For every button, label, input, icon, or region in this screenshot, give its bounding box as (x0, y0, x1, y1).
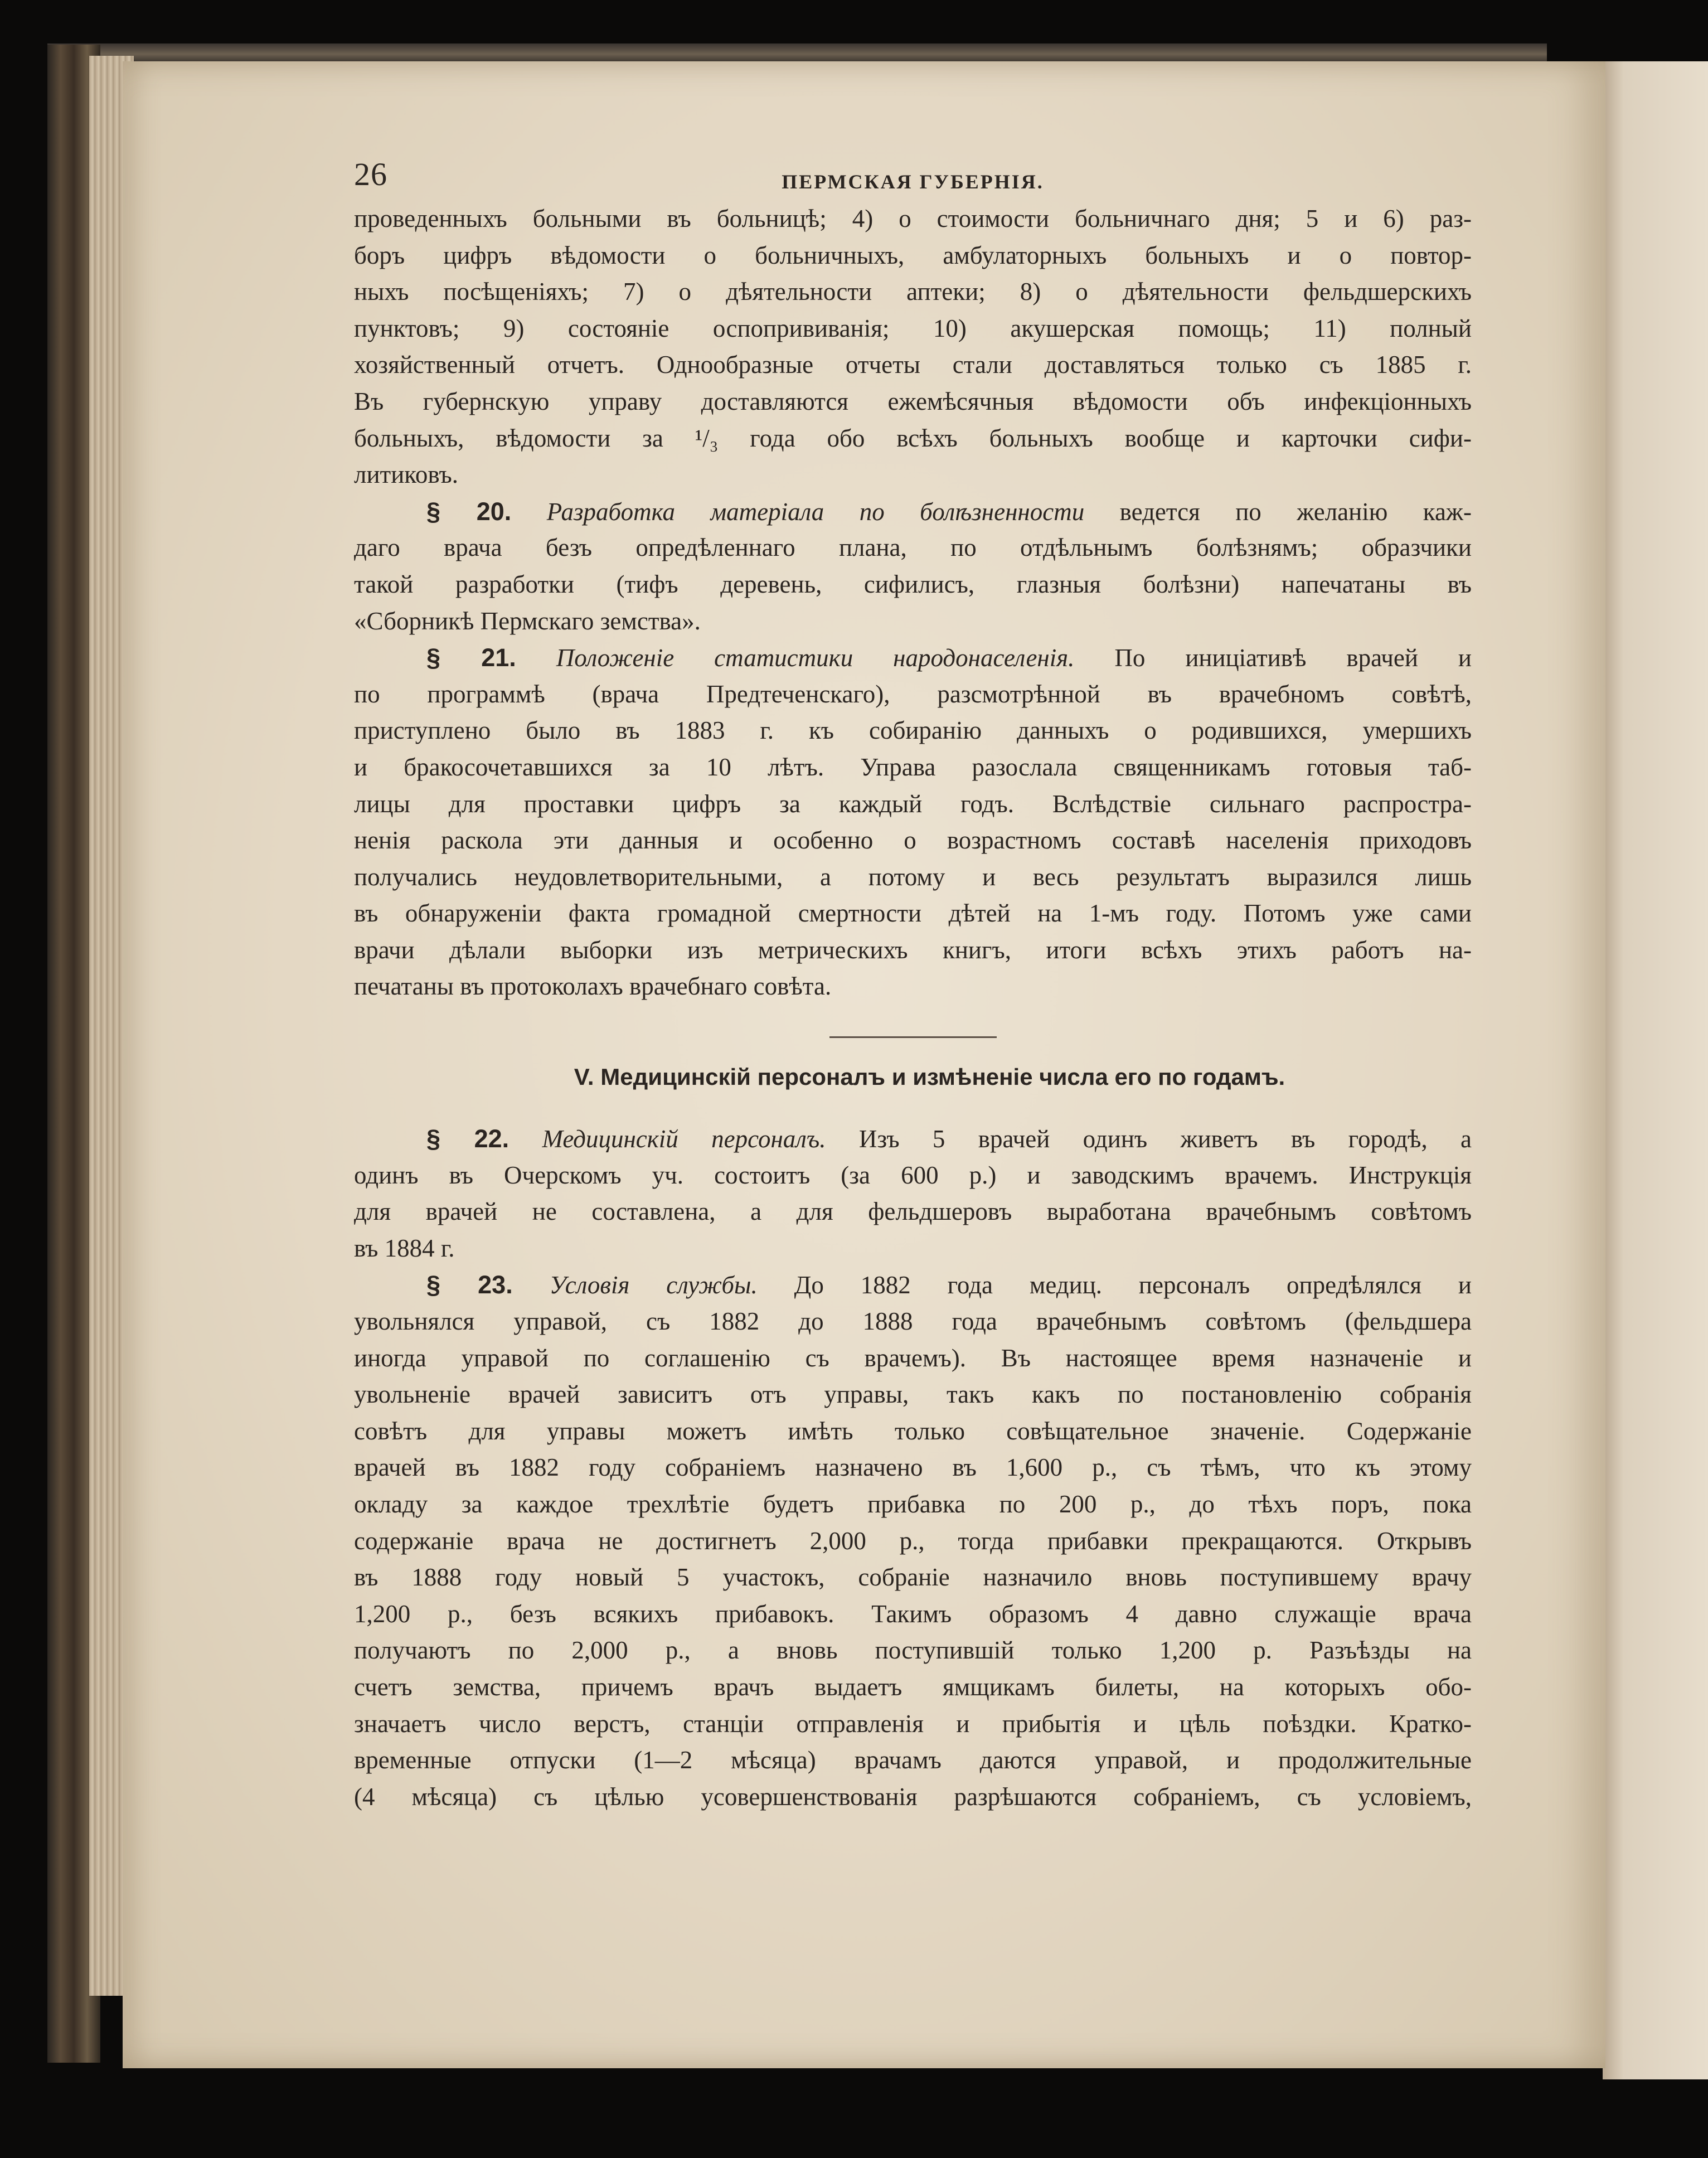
section-number: § 21. (426, 643, 516, 672)
paragraph-23 (354, 1267, 1472, 1815)
text-line: получаютъ по 2,000 р., а вновь поступившій только 1,200 р. Разъѣзды на (354, 1636, 1472, 1665)
section-lead-text: По иниціативѣ врачей и (1114, 644, 1472, 672)
text-line: значаетъ число верстъ, станціи отправленія и прибытія и цѣль поѣздки. Кратко- (354, 1709, 1472, 1738)
text-line: боръ цифръ вѣдомости о больничныхъ, амбулаторныхъ больныхъ и о повтор- (354, 241, 1472, 269)
text-line: въ 1884 г. (354, 1234, 455, 1262)
section-number: § 23. (426, 1270, 513, 1299)
section-number: § 20. (426, 497, 512, 526)
text-line: ненія раскола эти данныя и особенно о возрастномъ составѣ населенія приходовъ (354, 826, 1472, 855)
running-head: ПЕРМСКАЯ ГУБЕРНІЯ. (782, 171, 1044, 193)
text-line: и бракосочетавшихся за 10 лѣтъ. Управа разослала священникамъ готовыя таб- (354, 753, 1472, 781)
text-line: содержаніе врача не достигнетъ 2,000 р., тогда прибавки прекращаются. Открывъ (354, 1526, 1472, 1555)
section-heading: V. Медицинскій персоналъ и измѣненіе числа его по годамъ. (574, 1064, 1285, 1090)
paragraph-22 (354, 1121, 1472, 1267)
page-text (354, 156, 1472, 1815)
section-lead-text: ведется по желанію каж- (1119, 497, 1472, 526)
page-header (354, 156, 1472, 201)
text-line: въ обнаруженіи факта громадной смертности дѣтей на 1-мъ году. Потомъ уже сами (354, 899, 1472, 928)
text-line: даго врача безъ опредѣленнаго плана, по отдѣльнымъ болѣзнямъ; образчики (354, 534, 1472, 562)
text-line: увольненіе врачей зависитъ отъ управы, такъ какъ по постановленію собранія (354, 1380, 1472, 1409)
text-line: проведенныхъ больными въ больницѣ; 4) о стоимости больничнаго дня; 5 и 6) раз- (354, 205, 1472, 232)
paragraph-lead-line (354, 493, 1472, 530)
text-line: совѣтъ для управы можетъ имѣть только совѣщательное значеніе. Содержаніе (354, 1417, 1472, 1445)
text-line: 1,200 р., безъ всякихъ прибавокъ. Такимъ образомъ 4 давно служащіе врача (354, 1599, 1472, 1628)
paragraph-21 (354, 639, 1472, 1005)
paragraph-lead-line (354, 1121, 1472, 1157)
text-line: литиковъ. (354, 460, 459, 489)
paragraph-lead-line (354, 1267, 1472, 1303)
text-line: врачи дѣлали выборки изъ метрическихъ книгъ, итоги всѣхъ этихъ работъ на- (354, 935, 1472, 964)
section-lead-text: Изъ 5 врачей одинъ живетъ въ городѣ, а (858, 1125, 1472, 1153)
text-line: лицы для проставки цифръ за каждый годъ. Вслѣдствіе сильнаго распростра- (354, 789, 1472, 818)
section-title: Медицинскій персоналъ. (542, 1125, 826, 1153)
paragraph-lead-line (354, 639, 1472, 676)
text-line: врачей въ 1882 году собраніемъ назначено въ 1,600 р., съ тѣмъ, что къ этому (354, 1453, 1472, 1482)
text-line: больныхъ, вѣдомости за ¹/₃ года обо всѣхъ больныхъ вообще и карточки сифи- (354, 424, 1472, 452)
text-line: «Сборникѣ Пермскаго земства». (354, 607, 701, 635)
text-line: пунктовъ; 9) состояніе оспопрививанія; 10) акушерская помощь; 11) полный (354, 314, 1472, 342)
text-line: для врачей не составлена, а для фельдшеровъ выработана врачебнымъ совѣтомъ (354, 1197, 1472, 1226)
facing-page (1603, 61, 1708, 2079)
text-line: счетъ земства, причемъ врачъ выдаетъ ямщикамъ билеты, на которыхъ обо- (354, 1672, 1472, 1701)
paragraph-20 (354, 493, 1472, 639)
section-title: Положеніе статистики народонаселенія. (556, 644, 1075, 672)
text-line: Въ губернскую управу доставляются ежемѣсячныя вѣдомости объ инфекціонныхъ (354, 387, 1472, 415)
section-divider (829, 1036, 997, 1038)
text-line: увольнялся управой, съ 1882 до 1888 года врачебнымъ совѣтомъ (фельдшера (354, 1307, 1472, 1336)
spacer (354, 1105, 1472, 1121)
text-line: (4 мѣсяца) съ цѣлью усовершенствованія разрѣшаются собраніемъ, съ условіемъ, (354, 1782, 1472, 1811)
section-title: Условія службы. (549, 1271, 758, 1299)
text-line: хозяйственный отчетъ. Однообразные отчеты стали доставляться только съ 1885 г. (354, 351, 1472, 379)
paragraph-continuation (354, 201, 1472, 493)
text-line: получались неудовлетворительными, а потому и весь результатъ выразился лишь (354, 862, 1472, 891)
text-line: ныхъ посѣщеніяхъ; 7) о дѣятельности аптеки; 8) о дѣятельности фельдшерскихъ (354, 278, 1472, 306)
section-title: Разработка матеріала по болѣзненности (546, 497, 1085, 526)
text-line: печатаны въ протоколахъ врачебнаго совѣта. (354, 972, 832, 1001)
text-line: такой разработки (тифъ деревень, сифилисъ, глазныя болѣзни) напечатаны въ (354, 570, 1472, 598)
text-line: приступлено было въ 1883 г. къ собиранію данныхъ о родившихся, умершихъ (354, 716, 1472, 745)
text-line: въ 1888 году новый 5 участокъ, собраніе назначило вновь поступившему врачу (354, 1563, 1472, 1592)
text-line: по программѣ (врача Предтеченскаго), разсмотрѣнной въ врачебномъ совѣтѣ, (354, 680, 1472, 708)
text-line: одинъ въ Очерскомъ уч. состоитъ (за 600 р.) и заводскимъ врачемъ. Инструкція (354, 1161, 1472, 1189)
section-lead-text: До 1882 года медиц. персоналъ опредѣлялся и (794, 1271, 1472, 1299)
text-line: окладу за каждое трехлѣтіе будетъ прибавка по 200 р., до тѣхъ поръ, пока (354, 1490, 1472, 1518)
page-number: 26 (354, 156, 387, 192)
section-number: § 22. (426, 1124, 510, 1153)
text-line: иногда управой по соглашенію съ врачемъ). Въ настоящее время назначеніе и (354, 1344, 1472, 1372)
text-line: временные отпуски (1—2 мѣсяца) врачамъ даются управой, и продолжительные (354, 1746, 1472, 1774)
